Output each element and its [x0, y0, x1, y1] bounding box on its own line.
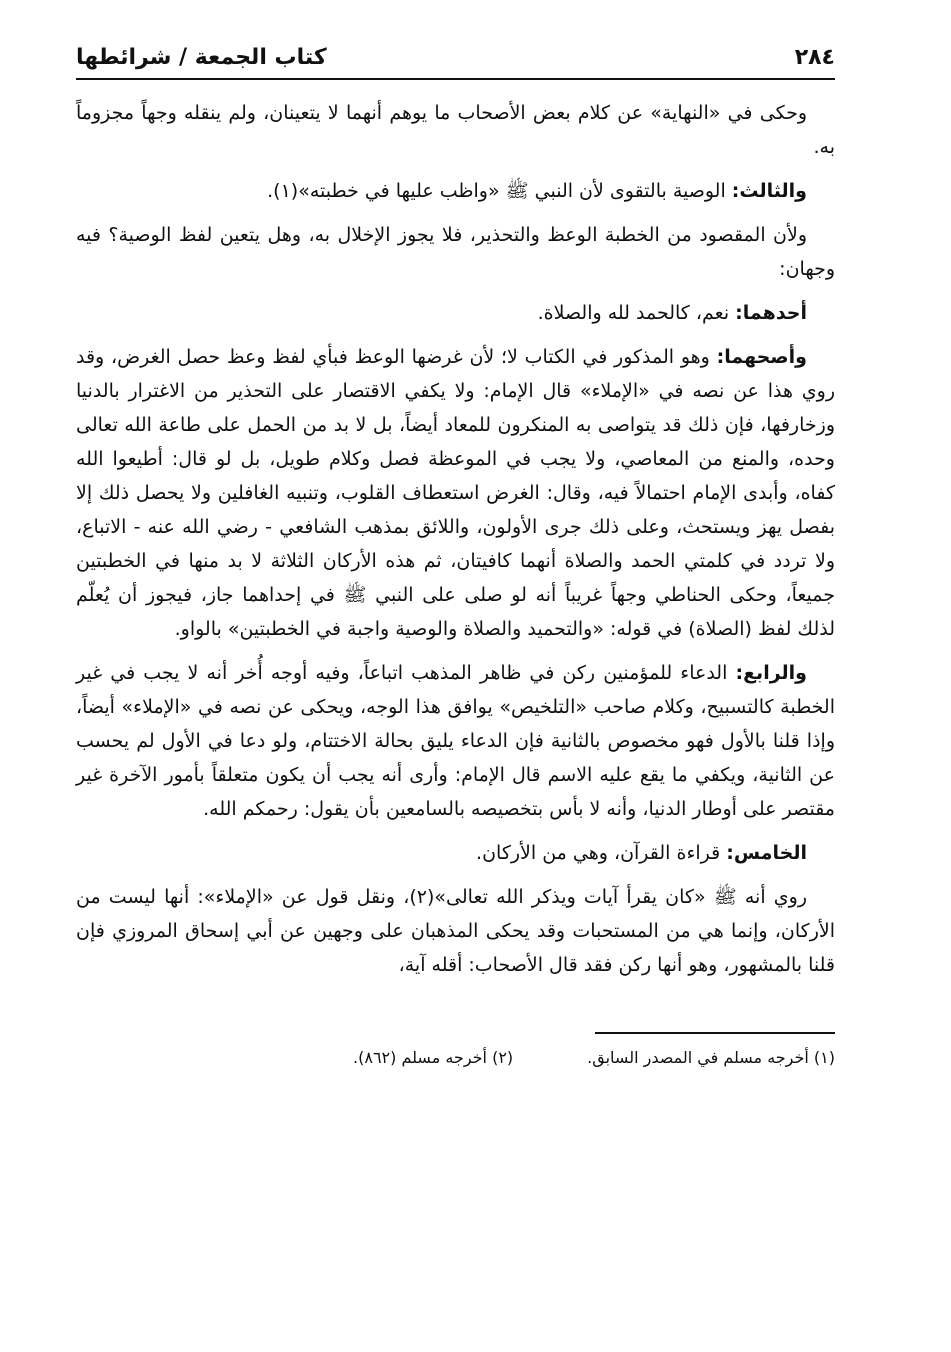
- running-header: [76, 36, 835, 70]
- paragraph-text: وحكى في «النهاية» عن كلام بعض الأصحاب ما يوهم أنهما لا يتعينان، ولم ينقله وجهاً مجزوماً به.: [76, 102, 835, 158]
- header-rule: [76, 78, 835, 80]
- paragraph-1: [76, 96, 835, 164]
- paragraph-lead: أحدهما:: [735, 302, 807, 324]
- body-text: [76, 96, 835, 982]
- paragraph-7: [76, 836, 835, 870]
- paragraph-3: [76, 218, 835, 286]
- paragraph-2: [76, 174, 835, 208]
- paragraph-lead: والثالث:: [731, 180, 807, 202]
- paragraph-text: الوصية بالتقوى لأن النبي ﷺ «واظب عليها في خطبته»(١).: [267, 180, 726, 202]
- paragraph-lead: والرابع:: [735, 662, 807, 684]
- chapter-title: كتاب الجمعة / شرائطها: [76, 45, 327, 70]
- paragraph-5: [76, 340, 835, 646]
- paragraph-text: ولأن المقصود من الخطبة الوعظ والتحذير، فلا يجوز الإخلال به، وهل يتعين لفظ الوصية؟ فيه وجهان:: [76, 224, 835, 280]
- paragraph-text: قراءة القرآن، وهي من الأركان.: [476, 842, 721, 864]
- footnotes: [76, 1032, 835, 1070]
- footnote-rule: [595, 1032, 835, 1034]
- paragraph-text: وهو المذكور في الكتاب لا؛ لأن غرضها الوعظ فبأي لفظ وعظ حصل الغرض، وقد روي هذا عن نصه في «الإملاء» قال الإمام: ولا يكفي الاقتصار على التحذير من الاغترار بالدنيا وزخارفها، فإن ذلك قد يتواصى به المنكرون للمعاد أيضاً، بل لا بد من الحمل على طاعة الله تعالى وحده، والمنع من المعاصي، ولا يجب في الموعظة فصل وكلام طويل، بل لو قال: أطيعوا الله كفاه، وأبدى الإمام احتمالاً فيه، وقال: الغرض استعطاف القلوب، وتنبيه الغافلين ولا يحصل ذلك إلا بفصل يهز ويستحث، وعلى ذلك جرى الأولون، واللائق بمذهب الشافعي - رضي الله عنه - الاتباع، ولا تردد في كلمتي الحمد والصلاة أنهما كافيتان، ثم هذه الأركان الثلاثة لا بد منها في الخطبتين جميعاً، وحكى الحناطي وجهاً غريباً أنه لو صلى على النبي ﷺ في إحداهما جاز، فيجوز أن يُعلّم لذلك لفظ (الصلاة) في قوله: «والتحميد والصلاة والوصية واجبة في الخطبتين» بالواو.: [76, 346, 835, 640]
- footnote-1: (١) أخرجه مسلم في المصدر السابق.: [587, 1048, 835, 1067]
- footnote-2: (٢) أخرجه مسلم (٨٦٢).: [353, 1048, 514, 1067]
- paragraph-text: روي أنه ﷺ «كان يقرأ آيات ويذكر الله تعالى»(٢)، ونقل قول عن «الإملاء»: أنها ليست من الأركان، وإنما هي من المستحبات وقد يحكى المذهبان على وجهين عن أبي إسحاق المروزي فإن قلنا بالمشهور، وهو أنها ركن فقد قال الأصحاب: أقله آية،: [76, 886, 835, 976]
- paragraph-8: [76, 880, 835, 982]
- paragraph-text: نعم، كالحمد لله والصلاة.: [537, 302, 730, 324]
- paragraph-6: [76, 656, 835, 826]
- paragraph-lead: وأصحهما:: [716, 346, 807, 368]
- page-number: ٢٨٤: [794, 45, 835, 70]
- paragraph-4: [76, 296, 835, 330]
- paragraph-text: الدعاء للمؤمنين ركن في ظاهر المذهب اتباعاً، وفيه أوجه أُخر أنه لا يجب في غير الخطبة كالتسبيح، وكلام صاحب «التلخيص» يوافق هذا الوجه، ويحكى عن نصه في «الإملاء» أيضاً، وإذا قلنا بالأول فهو مخصوص بالثانية فإن الدعاء يليق بحالة الاختتام، ولو دعا في الأول لم يحسب عن الثانية، ويكفي ما يقع عليه الاسم قال الإمام: وأرى أنه يجب أن يكون متعلقاً بأمور الآخرة غير مقتصر على أوطار الدنيا، وأنه لا بأس بتخصيصه بالسامعين بأن يقول: رحمكم الله.: [76, 662, 835, 820]
- paragraph-lead: الخامس:: [726, 842, 807, 864]
